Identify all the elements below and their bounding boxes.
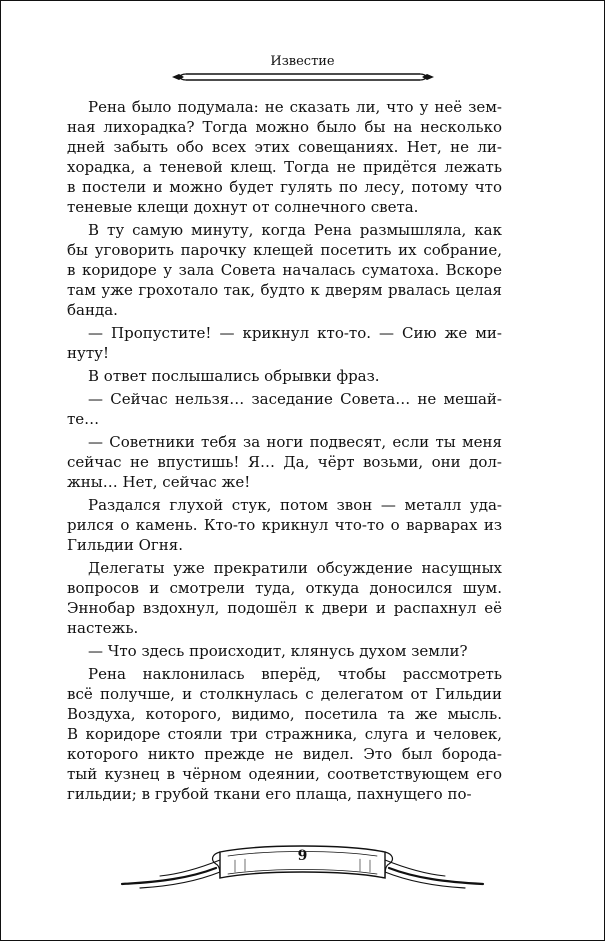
text-line: Рена наклонилась вперёд, чтобы рассмотреть: [88, 665, 502, 683]
text-line: — Советники тебя за ноги подвесят, если ты меня: [88, 433, 502, 451]
text-line: В ответ послышались обрывки фраз.: [88, 367, 380, 385]
text-line: — Пропустите! — крикнул кто-то. — Сию же ми-: [88, 324, 502, 342]
footer-scroll-ornament: [120, 838, 485, 890]
text-line: вопросов и смотрели туда, откуда доносился шум.: [67, 579, 502, 597]
text-line: настежь.: [67, 619, 139, 637]
page-number: 9: [297, 848, 308, 864]
text-line: — Сейчас нельзя… заседание Совета… не мешай-: [88, 390, 502, 408]
text-line: теневые клещи дохнут от солнечного света.: [67, 198, 419, 216]
text-line: хорадка, а теневой клещ. Тогда не придётся лежать: [67, 158, 502, 176]
text-line: рился о камень. Кто-то крикнул что-то о варварах из: [67, 516, 502, 534]
text-line: сейчас не впустишь! Я… Да, чёрт возьми, они дол-: [67, 453, 502, 471]
text-line: В коридоре стояли три стражника, слуга и человек,: [67, 725, 502, 743]
text-line: гильдии; в грубой ткани его плаща, пахнущего по-: [67, 785, 472, 803]
running-head: Известие: [270, 54, 335, 69]
header-rule-ornament: [172, 70, 434, 84]
text-line: банда.: [67, 301, 118, 319]
text-line: Делегаты уже прекратили обсуждение насущных: [88, 559, 502, 577]
text-line: — Что здесь происходит, клянусь духом земли?: [88, 642, 468, 660]
text-line: В ту самую минуту, когда Рена размышляла, как: [88, 221, 502, 239]
text-line: тый кузнец в чёрном одеянии, соответствующем его: [67, 765, 502, 783]
text-line: в коридоре у зала Совета началась суматоха. Вскоре: [67, 261, 502, 279]
text-line: дней забыть обо всех этих совещаниях. Нет, не ли-: [67, 138, 502, 156]
text-line: Эннобар вздохнул, подошёл к двери и распахнул её: [67, 599, 502, 617]
text-line: в постели и можно будет гулять по лесу, потому что: [67, 178, 502, 196]
text-line: бы уговорить парочку клещей посетить их собрание,: [67, 241, 502, 259]
body-text: [67, 97, 502, 804]
text-line: жны… Нет, сейчас же!: [67, 473, 251, 491]
text-line: те…: [67, 410, 100, 428]
text-line: Рена было подумала: не сказать ли, что у неё зем-: [88, 98, 502, 116]
text-line: ная лихорадка? Тогда можно было бы на несколько: [67, 118, 502, 136]
text-line: Гильдии Огня.: [67, 536, 184, 554]
text-line: там уже грохотало так, будто к дверям рвалась целая: [67, 281, 502, 299]
text-line: Воздуха, которого, видимо, посетила та же мысль.: [67, 705, 502, 723]
text-line: всё получше, и столкнулась с делегатом от Гильдии: [67, 685, 502, 703]
text-line: которого никто прежде не видел. Это был борода-: [67, 745, 502, 763]
text-line: нуту!: [67, 344, 109, 362]
text-line: Раздался глухой стук, потом звон — металл уда-: [88, 496, 502, 514]
